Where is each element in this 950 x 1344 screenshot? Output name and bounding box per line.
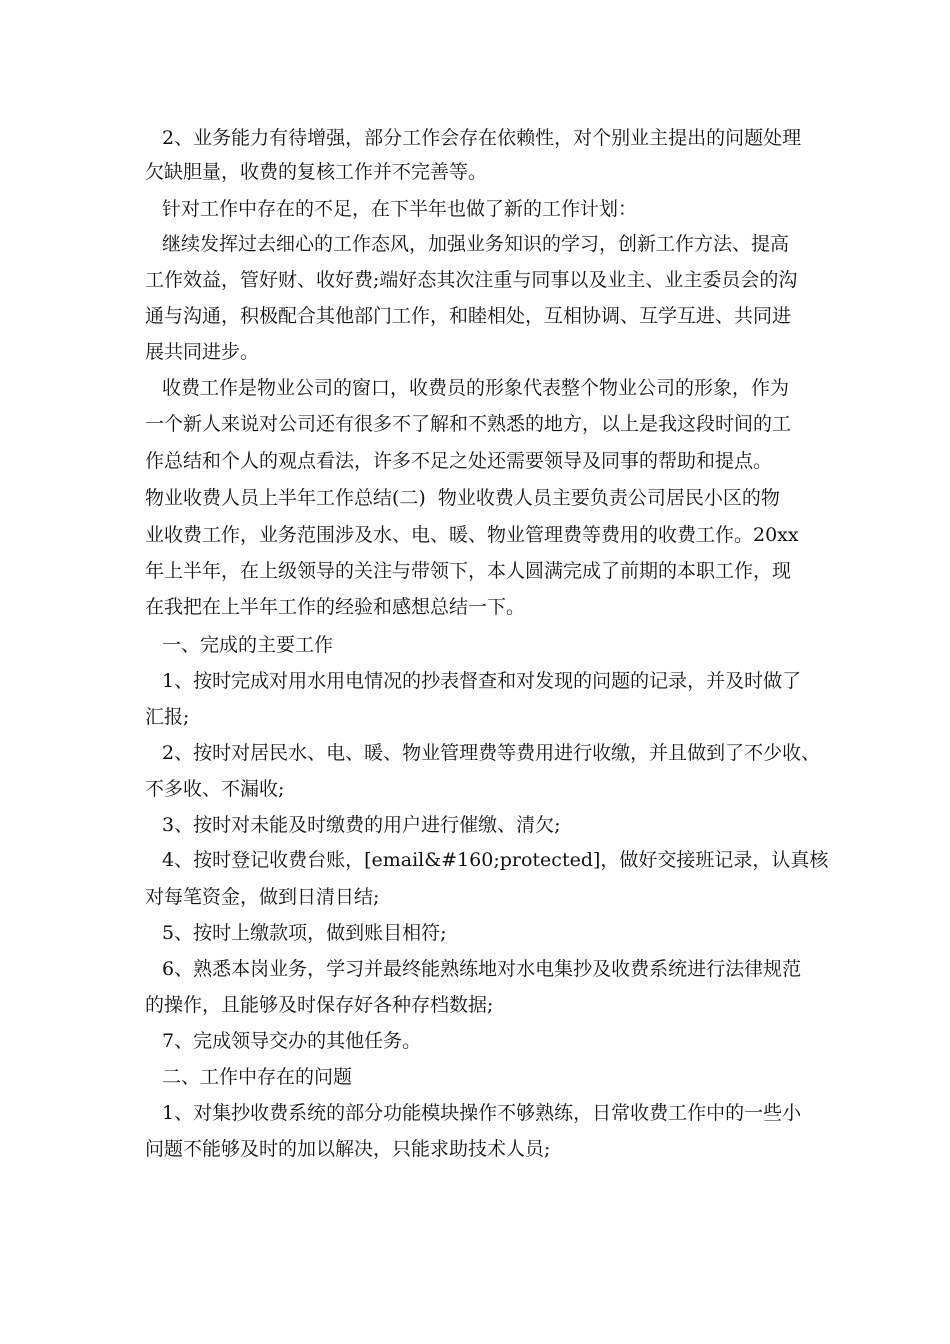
text-line: 收费工作是物业公司的窗口，收费员的形象代表整个物业公司的形象，作为 [162,377,790,399]
text-line: 4、按时登记收费台账，[email&#160;protected]，做好交接班记录，认真核 [162,849,829,871]
text-line: 一个新人来说对公司还有很多不了解和不熟悉的地方，以上是我这段时间的工 [145,413,792,435]
text-line: 5、按时上缴款项，做到账目相符; [162,922,447,944]
text-line: 作总结和个人的观点看法，许多不足之处还需要领导及同事的帮助和提点。 [145,450,773,472]
text-line: 3、按时对未能及时缴费的用户进行催缴、清欠; [162,814,561,836]
text-line: 的操作，且能够及时保存好各种存档数据; [145,994,494,1016]
text-line: 年上半年，在上级领导的关注与带领下，本人圆满完成了前期的本职工作，现 [145,560,792,582]
text-line: 展共同进步。 [145,341,260,363]
text-line: 欠缺胆量，收费的复核工作并不完善等。 [145,161,488,183]
section-heading: 一、完成的主要工作 [162,634,334,656]
text-line: 1、对集抄收费系统的部分功能模块操作不够熟练，日常收费工作中的一些小 [162,1102,802,1124]
text-line: 2、业务能力有待增强，部分工作会存在依赖性，对个别业主提出的问题处理 [162,127,802,149]
section-heading: 二、工作中存在的问题 [162,1066,353,1088]
text-line: 2、按时对居民水、电、暖、物业管理费等费用进行收缴，并且做到了不少收、 [162,742,821,764]
text-line: 工作效益，管好财、收好费;端好态其次注重与同事以及业主、业主委员会的沟 [145,269,798,291]
text-line: 继续发挥过去细心的工作态风，加强业务知识的学习，创新工作方法、提高 [162,233,790,255]
text-line: 业收费工作，业务范围涉及水、电、暖、物业管理费等费用的收费工作。20xx [145,524,799,546]
text-line: 问题不能够及时的加以解决，只能求助技术人员; [145,1138,551,1160]
text-line: 1、按时完成对用水用电情况的抄表督查和对发现的问题的记录，并及时做了 [162,670,802,692]
section-heading: 物业收费人员上半年工作总结(二) 物业收费人员主要负责公司居民小区的物 [145,487,780,509]
text-line: 7、完成领导交办的其他任务。 [162,1030,422,1052]
text-line: 6、熟悉本岗业务，学习并最终能熟练地对水电集抄及收费系统进行法律规范 [162,958,802,980]
text-line: 汇报; [145,706,190,728]
text-line: 通与沟通，积极配合其他部门工作，和睦相处，互相协调、互学互进、共同进 [145,305,792,327]
text-line: 对每笔资金，做到日清日结; [145,886,380,908]
text-line: 不多收、不漏收; [145,778,285,800]
text-line: 针对工作中存在的不足，在下半年也做了新的工作计划： [162,198,638,220]
text-line: 在我把在上半年工作的经验和感想总结一下。 [145,596,526,618]
